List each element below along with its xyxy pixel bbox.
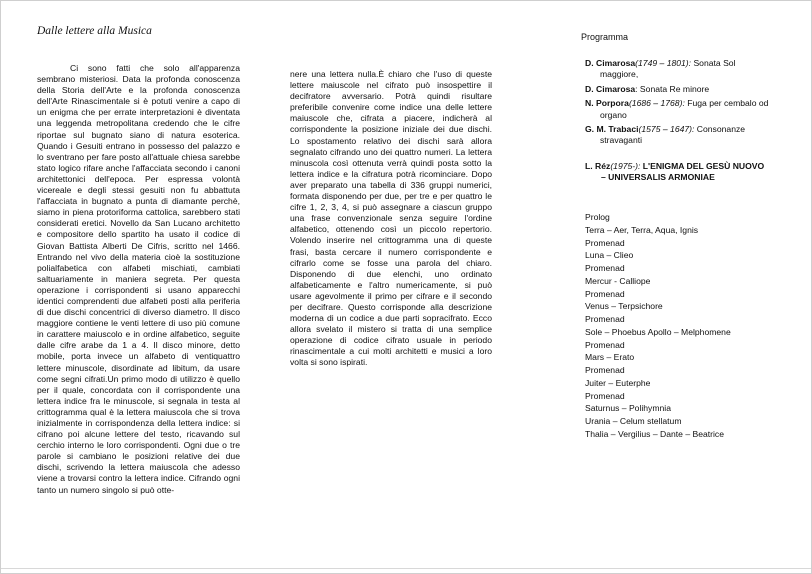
work-title: L'ENIGMA DEL GESÙ NUOVO — [640, 160, 765, 171]
movement-item: Promenad — [585, 314, 625, 324]
work-title: Sonata Re minore — [637, 83, 710, 94]
movement-item: Saturnus – Polihymnia — [585, 403, 671, 414]
text-column-left: Ci sono fatti che solo all'apparenza sembrano misteriosi. Data la profonda conoscenza della Storia dell'Arte e la profonda conoscenza dell'Arte Rinascimentale si è potuti venire a capo di un enigma che per errate interpretazioni è diventata una leggenda metropolitana credendo che le cifre riportae sul bugnato siano di natura esoterica. Quando i Gesuiti entrano in possesso del palazzo e lo sventrano per fare posto all'attuale chiesa sarebbe stato logico rifare anche l'affacciata secondo i canoni architettonici dell'epoca. Per espressa volontà vicereale e degli stessi gesuiti non fu abbattuta l'affacciata in bugnato a punta di diamante perchè, siamo in piena protoriforma cattolica, sarebbero stati considerati eretici. Novello da San Lucano architetto e compositore dello spartito ha usato il codice di Giovan Battista Alberti De Cifris, scritto nel 1466. Entrando nel vivo della materia cioè la sostituzione polialfabetica con alfabeti mischiati, cambiati saltuariamente in maniera segreta. Per questa operazione i corrispondenti si usano apparecchi identici comprendenti due alfabeti posti alla periferia di due dischi concentrici di diverso diametro. Il disco maggiore contiene le venti lettere di uso più comune in carattere maiuscolo e in ordine alfabetico, seguite dalle cifre arabe da 1 a 4. Il disco minore, detto mobile, porta invece un alfabeto di ventiquattro lettere minuscole, disordinate ad libitum, da usare come segni cifrati.Un primo modo di utilizzo è quello per il quale, concordata con il corrispondente una lettera indice fra le minuscole, si segnala in testa al crittogramma qual è la lettera maiuscola che si trova inizialmente in corrispondenza della lettera indice: si cifrano poi alcune lettere del testo, ricavando sul cerchio interno le loro corrispondenti. Ogni due o tre parole si cambiano le posizioni relative dei due dischi, scrivendo la lettera maiuscola che adesso viene a trovarsi contro la lettera indice. Cifrando ogni tanto un numero singolo si può otte- — [37, 63, 240, 495]
movement-item: Urania – Celum stellatum — [585, 416, 682, 426]
composer-dates: (1975-): — [610, 160, 641, 171]
composer-name: G. M. Trabaci — [585, 124, 639, 135]
page-bottom-rule — [1, 568, 811, 569]
movement-item: Promenad — [585, 288, 625, 299]
movement-item: Promenad — [585, 263, 625, 273]
work-title: Consonanze — [694, 124, 746, 135]
composer-name: D. Cimarosa — [585, 83, 636, 94]
movement-item: Venus – Terpsichore — [585, 301, 663, 312]
text-column-middle: nere una lettera nulla.È chiaro che l'uso di queste lettere maiuscole nel cifrato può insospettire il decifratore avversario. Potrà quindi risultare preferibile convenire come indice una delle lettere maiuscole che, cifrata a piacere, indicherà al corrispondente la posizione iniziale dei due dischi. Lo spostamento relativo dei dischi sarà allora segnalato cifrando uno dei quattro numeri. La lettera minuscola così ottenuta verrà quindi posta sotto la lettera indice e la cifratura potrà ricominciare. Dopo aver preparato una tabella di 336 gruppi numerici, formata disponendo per due, per tre e per quattro le cifre 1, 2, 3, 4, si può assegnare a ciascun gruppo una frase convenzionale senza seguire l'ordine alfabetico, ottenendo così un piccolo repertorio. Volendo inserire nel crittogramma una di queste frasi, basta cercare il numero corrispondente e cifrarlo come se fosse una parola del chiaro. Disponendo di due elenchi, uno ordinato alfabeticamente e l'altro numericamente, si può usare agevolmente il primo per cifrare e il secondo per decifrare. Questo corrisponde alla descrizione moderna di un codice a due parti sopracifrato. Ecco allora svelato il mistero si tratta di una semplice operazione di codice cifrato usuale in periodo rinascimentale a cui molti architetti e musici a loro volta si sono ispirati. — [290, 69, 492, 368]
movement-item: Terra – Aer, Terra, Aqua, Ignis — [585, 224, 699, 235]
programme-heading: Programma — [581, 32, 629, 42]
composer-dates: : — [635, 83, 638, 94]
work-title: Fuga per cembalo od — [684, 98, 769, 109]
movement-item: Promenad — [585, 390, 625, 401]
composer-name: D. Cimarosa — [585, 58, 636, 68]
programme-item — [585, 58, 805, 81]
movement-item: Promenad — [585, 339, 625, 350]
programme-item — [585, 84, 805, 95]
work-title-continued: stravaganti — [600, 135, 643, 146]
document-title: Dalle lettere alla Musica — [37, 25, 152, 37]
movement-item: Mercur - Calliope — [585, 275, 651, 286]
movement-item: Thalia – Vergilius – Dante – Beatrice — [585, 428, 725, 439]
movement-item: Prolog — [585, 212, 610, 222]
composer-name: L. Réz — [585, 160, 611, 171]
composer-dates: (1749 – 1801): — [635, 58, 692, 68]
work-title-continued: organo — [600, 109, 627, 120]
programme-item — [585, 98, 805, 121]
movement-item: Sole – Phoebus Apollo – Melphomene — [585, 326, 731, 337]
suite-movements — [585, 211, 731, 441]
work-title: Sonata Sol — [691, 58, 736, 68]
movement-item: Luna – Clieo — [585, 250, 634, 261]
composer-name: N. Porpora — [585, 98, 629, 109]
composer-dates: (1575 – 1647): — [638, 124, 695, 135]
movement-item: Juiter – Euterphe — [585, 377, 651, 388]
programme-item — [585, 124, 805, 147]
featured-work — [585, 161, 805, 183]
work-title-continued: maggiore, — [600, 69, 639, 80]
work-title-continued: – UNIVERSALIS ARMONIAE — [601, 171, 715, 182]
composer-dates: (1686 – 1768): — [628, 98, 685, 109]
programme-list — [585, 58, 805, 186]
movement-item: Mars – Erato — [585, 352, 635, 363]
movement-item: Promenad — [585, 365, 625, 375]
movement-item: Promenad — [585, 237, 625, 248]
